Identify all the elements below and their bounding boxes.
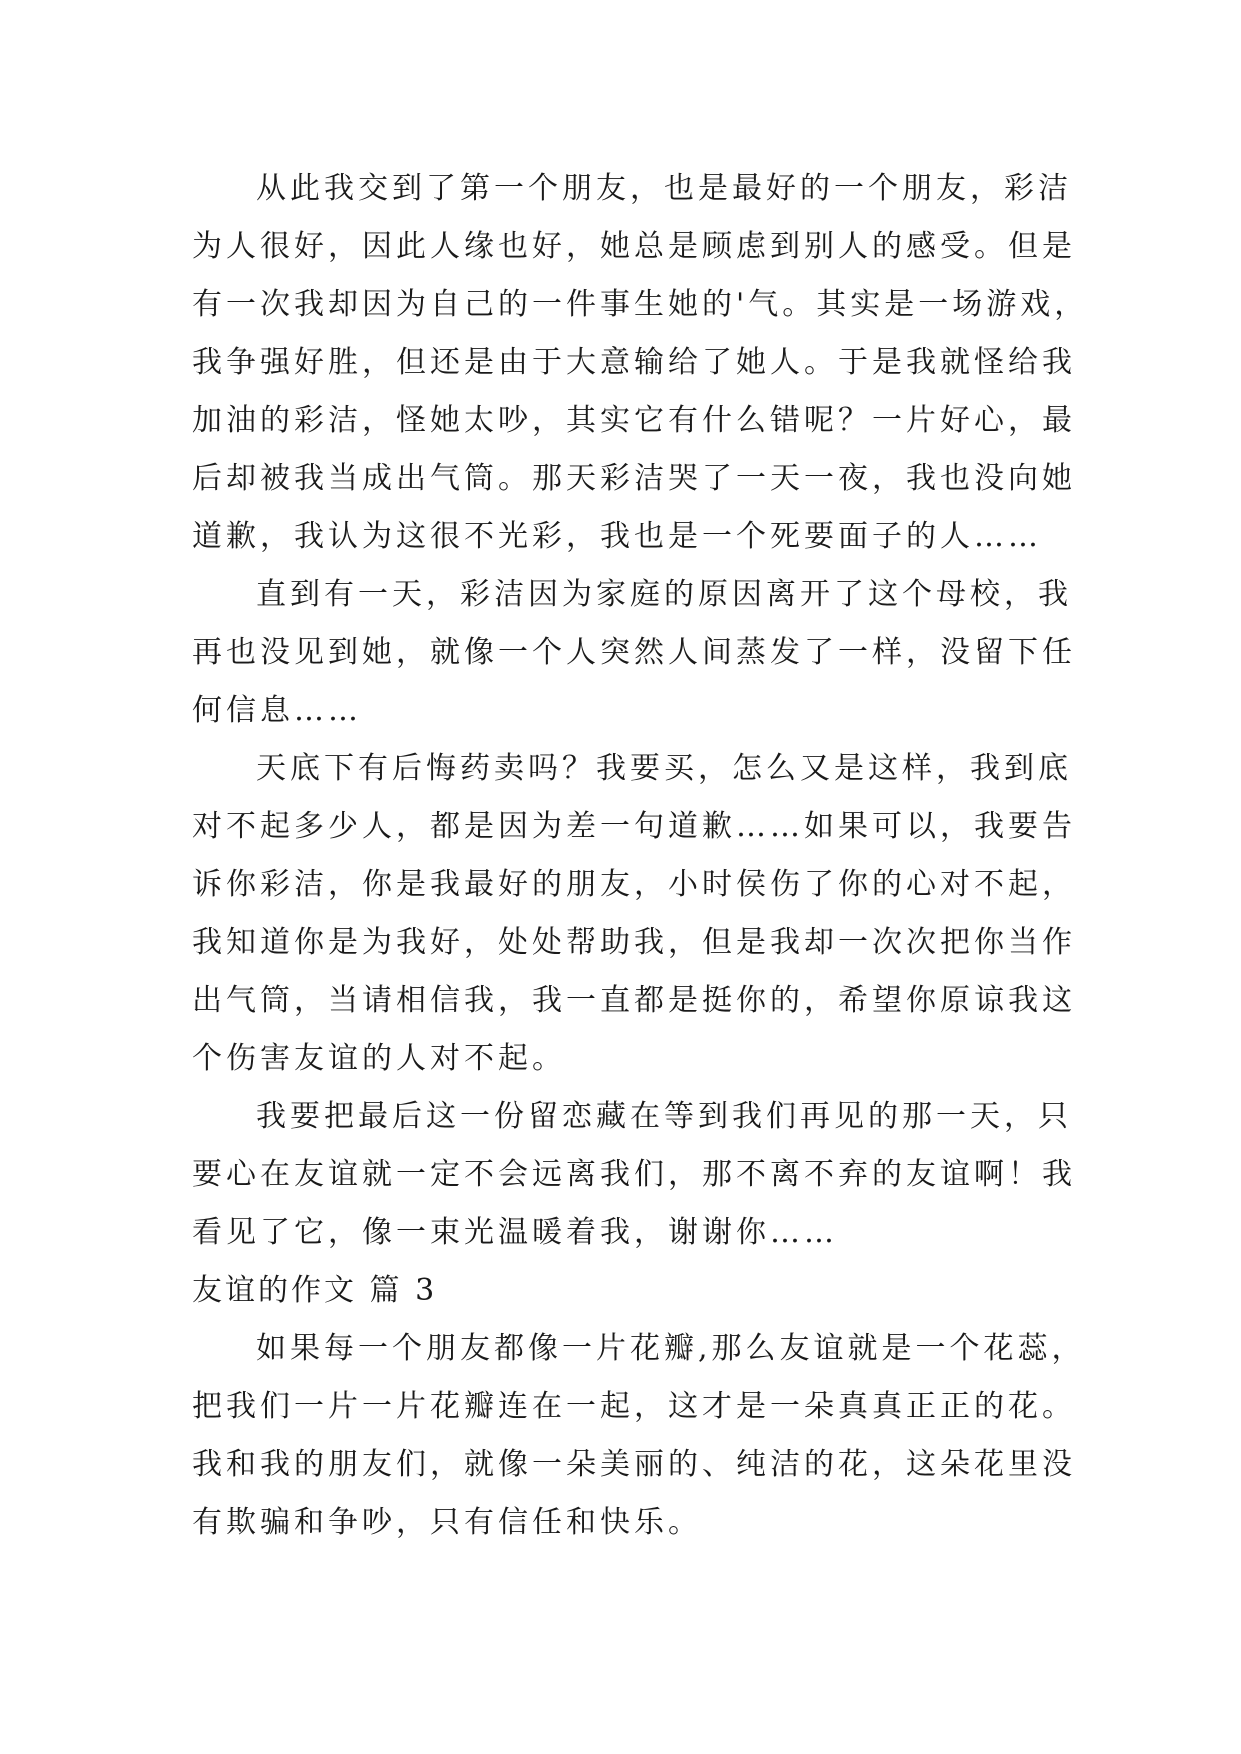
text-line: 出气筒，当请相信我，我一直都是挺你的，希望你原谅我这: [192, 983, 1076, 1018]
paragraph-1: [192, 160, 1089, 566]
paragraph-5: [192, 1320, 1086, 1552]
text-line: 后却被我当成出气筒。那天彩洁哭了一天一夜，我也没向她: [192, 461, 1076, 496]
text-line: 要心在友谊就一定不会远离我们，那不离不弃的友谊啊！我: [192, 1157, 1076, 1192]
text-line: 把我们一片一片花瓣连在一起，这才是一朵真真正正的花。: [192, 1389, 1076, 1424]
text-line: 我和我的朋友们，就像一朵美丽的、纯洁的花，这朵花里没: [192, 1447, 1076, 1482]
text-line: 个伤害友谊的人对不起。: [192, 1041, 566, 1076]
text-line: 天底下有后悔药卖吗？我要买，怎么又是这样，我到底: [256, 751, 1072, 786]
text-line: 看见了它，像一束光温暖着我，谢谢你……: [192, 1215, 838, 1250]
text-line: 我争强好胜，但还是由于大意输给了她人。于是我就怪给我: [192, 345, 1076, 380]
text-line: 加油的彩洁，怪她太吵，其实它有什么错呢？一片好心，最: [192, 403, 1076, 438]
text-line: 诉你彩洁，你是我最好的朋友，小时侯伤了你的心对不起，: [192, 867, 1076, 902]
text-line: 从此我交到了第一个朋友，也是最好的一个朋友，彩洁: [256, 171, 1072, 206]
text-line: 我知道你是为我好，处处帮助我，但是我却一次次把你当作: [192, 925, 1076, 960]
text-line: 我要把最后这一份留恋藏在等到我们再见的那一天，只: [256, 1099, 1072, 1134]
text-line: 有欺骗和争吵，只有信任和快乐。: [192, 1505, 702, 1540]
text-line: 为人很好，因此人缘也好，她总是顾虑到别人的感受。但是: [192, 229, 1076, 264]
section-heading: 友谊的作文 篇 3: [192, 1273, 438, 1308]
text-line: 如果每一个朋友都像一片花瓣,那么友谊就是一个花蕊，: [256, 1331, 1086, 1366]
paragraph-2: [192, 566, 1076, 740]
text-line: 对不起多少人，都是因为差一句道歉……如果可以，我要告: [192, 809, 1076, 844]
text-line: 有一次我却因为自己的一件事生她的'气。其实是一场游戏，: [192, 287, 1089, 322]
paragraph-4: [192, 1088, 1076, 1262]
paragraph-3: [192, 740, 1076, 1088]
document-page: [192, 160, 1089, 1552]
text-line: 道歉，我认为这很不光彩，我也是一个死要面子的人……: [192, 519, 1042, 554]
text-line: 何信息……: [192, 693, 362, 728]
text-line: 再也没见到她，就像一个人突然人间蒸发了一样，没留下任: [192, 635, 1076, 670]
text-line: 直到有一天，彩洁因为家庭的原因离开了这个母校，我: [256, 577, 1072, 612]
